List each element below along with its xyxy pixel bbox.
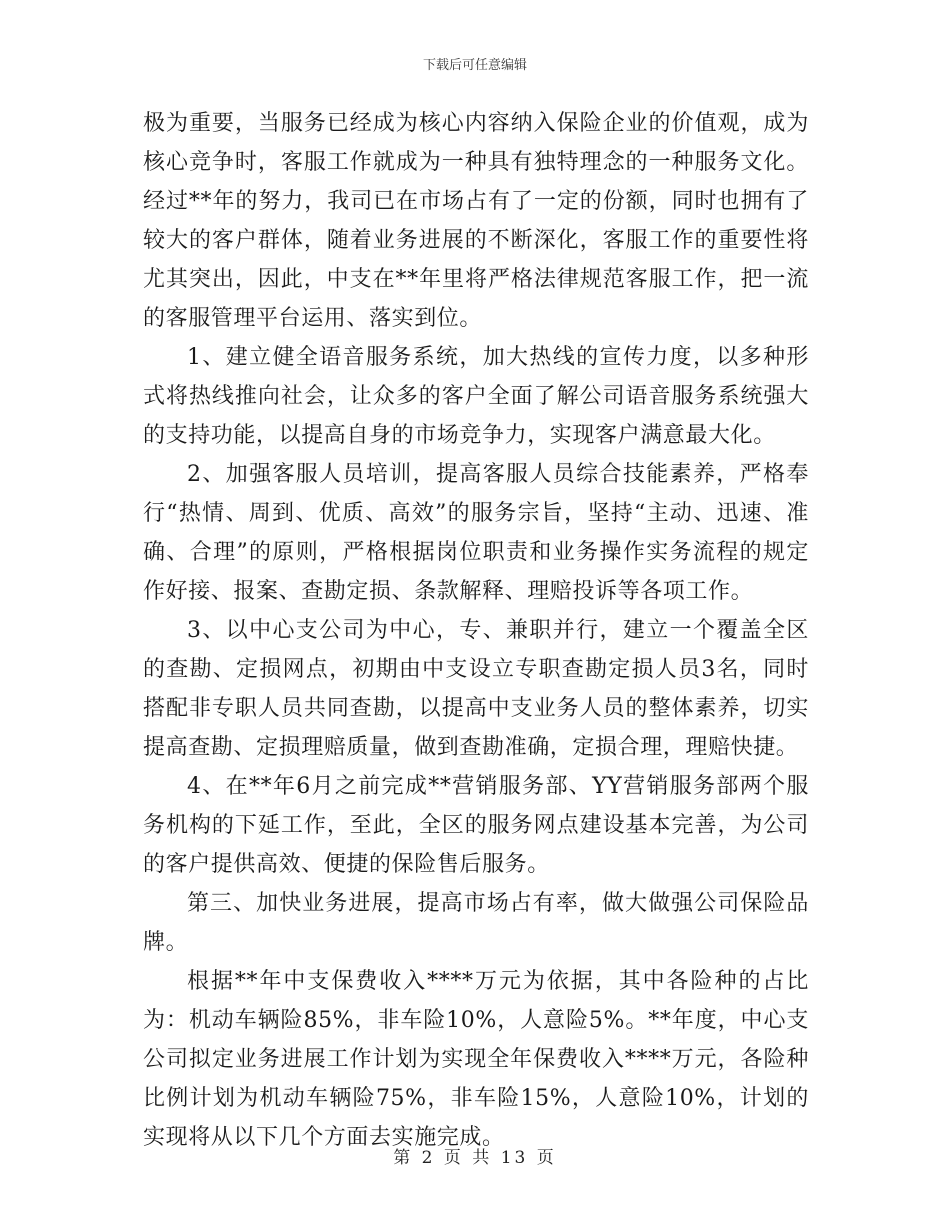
paragraph-item-3: 3、以中心支公司为中心，专、兼职并行，建立一个覆盖全区的查勘、定损网点，初期由中支设立专职查勘定损人员3名，同时搭配非专职人员共同查勘，以提高中支业务人员的整体素养，切实提高查勘、定损理赔质量，做到查勘准确，定损合理，理赔快捷。: [143, 618, 809, 760]
section-heading-3: 第三、加快业务进展，提高市场占有率，做大做强公司保险品牌。: [143, 891, 809, 955]
page-header: 下载后可任意编辑: [422, 58, 527, 73]
paragraph-item-2: 2、加强客服人员培训，提高客服人员综合技能素养，严格奉行“热情、周到、优质、高效”的服务宗旨，坚持“主动、迅速、准确、合理”的原则，严格根据岗位职责和业务操作实务流程的规定作好接、报案、查勘定损、条款解释、理赔投诉等各项工作。: [143, 462, 809, 604]
paragraph-item-4: 4、在**年6月之前完成**营销服务部、YY营销服务部两个服务机构的下延工作，至此，全区的服务网点建设基本完善，为公司的客户提供高效、便捷的保险售后服务。: [143, 774, 809, 877]
paragraph-continued: 极为重要，当服务已经成为核心内容纳入保险企业的价值观，成为核心竞争时，客服工作就成为一种具有独特理念的一种服务文化。经过**年的努力，我司已在市场占有了一定的份额，同时也拥有了较大的客户群体，随着业务进展的不断深化，客服工作的重要性将尤其突出，因此，中支在**年里将严格法律规范客服工作，把一流的客服管理平台运用、落实到位。: [143, 111, 809, 331]
paragraph-premium-plan: 根据**年中支保费收入****万元为依据，其中各险种的占比为：机动车辆险85%，非车险10%，人意险5%。**年度，中心支公司拟定业务进展工作计划为实现全年保费收入****万元，各险种比例计划为机动车辆险75%，非车险15%，人意险10%，计划的实现将从以下几个方面去实施完成。: [143, 969, 809, 1150]
document-body: [143, 104, 809, 1157]
paragraph-item-1: 1、建立健全语音服务系统，加大热线的宣传力度，以多种形式将热线推向社会，让众多的客户全面了解公司语音服务系统强大的支持功能，以提高自身的市场竞争力，实现客户满意最大化。: [143, 345, 809, 448]
page-footer: 第 2 页 共 13 页: [393, 1148, 557, 1168]
